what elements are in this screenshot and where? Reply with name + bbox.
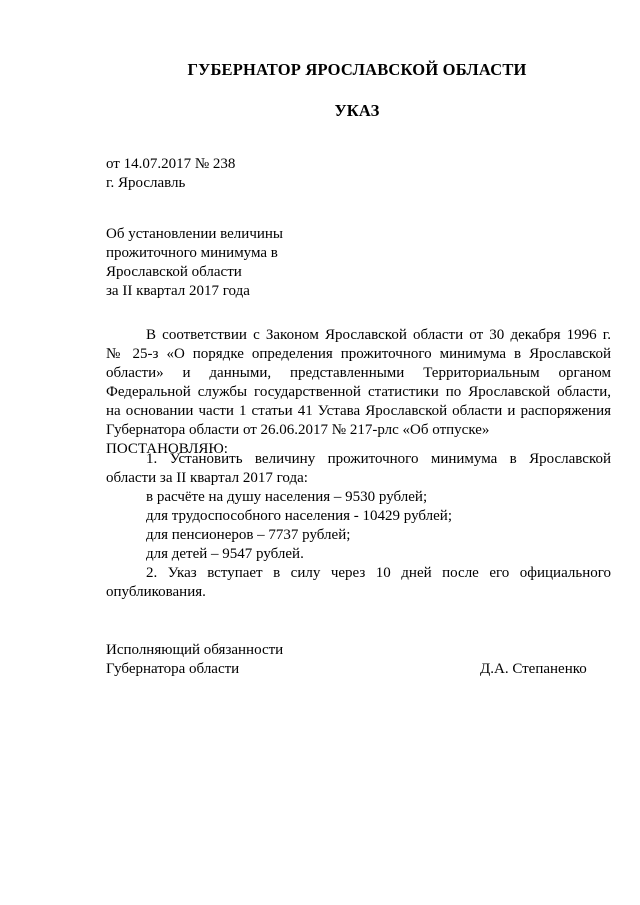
item1-line: 1. Установить величину прожиточного минимума в Ярославской: [146, 451, 611, 467]
subject-line: Об установлении величины: [106, 226, 283, 242]
document-item-2: [106, 564, 611, 602]
document-date-number: от 14.07.2017 № 238: [106, 156, 236, 172]
value-line: для пенсионеров – 7737 рублей;: [146, 527, 351, 543]
preamble-line: области» и данными, представленными Территориальным органом: [106, 365, 611, 381]
document-subject: [106, 225, 611, 301]
signature-position-line2: Губернатора области: [106, 661, 240, 677]
document-header-title: ГУБЕРНАТОР ЯРОСЛАВСКОЙ ОБЛАСТИ: [187, 60, 527, 79]
document-item-1: [106, 450, 611, 488]
document-type-title: УКАЗ: [334, 101, 380, 120]
document-values-list: [146, 488, 611, 564]
preamble-line: Губернатора области от 26.06.2017 № 217-рлс «Об отпуске»: [106, 422, 490, 438]
item1-line: области за II квартал 2017 года:: [106, 470, 308, 486]
document-preamble: [106, 326, 611, 459]
value-line: для детей – 9547 рублей.: [146, 546, 304, 562]
value-line: в расчёте на душу населения – 9530 рублей;: [146, 489, 428, 505]
value-line: для трудоспособного населения - 10429 рублей;: [146, 508, 452, 524]
signature-position-line1: Исполняющий обязанности: [106, 642, 284, 658]
item2-line: опубликования.: [106, 584, 206, 600]
document-city: г. Ярославль: [106, 175, 186, 191]
signature-name: Д.А. Степаненко: [480, 661, 587, 677]
decree-word: ПОСТАНОВЛЯЮ:: [106, 441, 228, 457]
preamble-line: на основании части 1 статьи 41 Устава Ярославской области и распоряжения: [106, 403, 611, 419]
preamble-line: В соответствии с Законом Ярославской области от 30 декабря 1996 г.: [146, 327, 611, 343]
subject-line: Ярославской области: [106, 264, 242, 280]
preamble-line: № 25-з «О порядке определения прожиточного минимума в Ярославской: [106, 346, 611, 362]
preamble-line: Федеральной службы государственной статистики по Ярославской области,: [106, 384, 611, 400]
subject-line: прожиточного минимума в: [106, 245, 278, 261]
subject-line: за II квартал 2017 года: [106, 283, 250, 299]
item2-line: 2. Указ вступает в силу через 10 дней после его официального: [146, 565, 611, 581]
